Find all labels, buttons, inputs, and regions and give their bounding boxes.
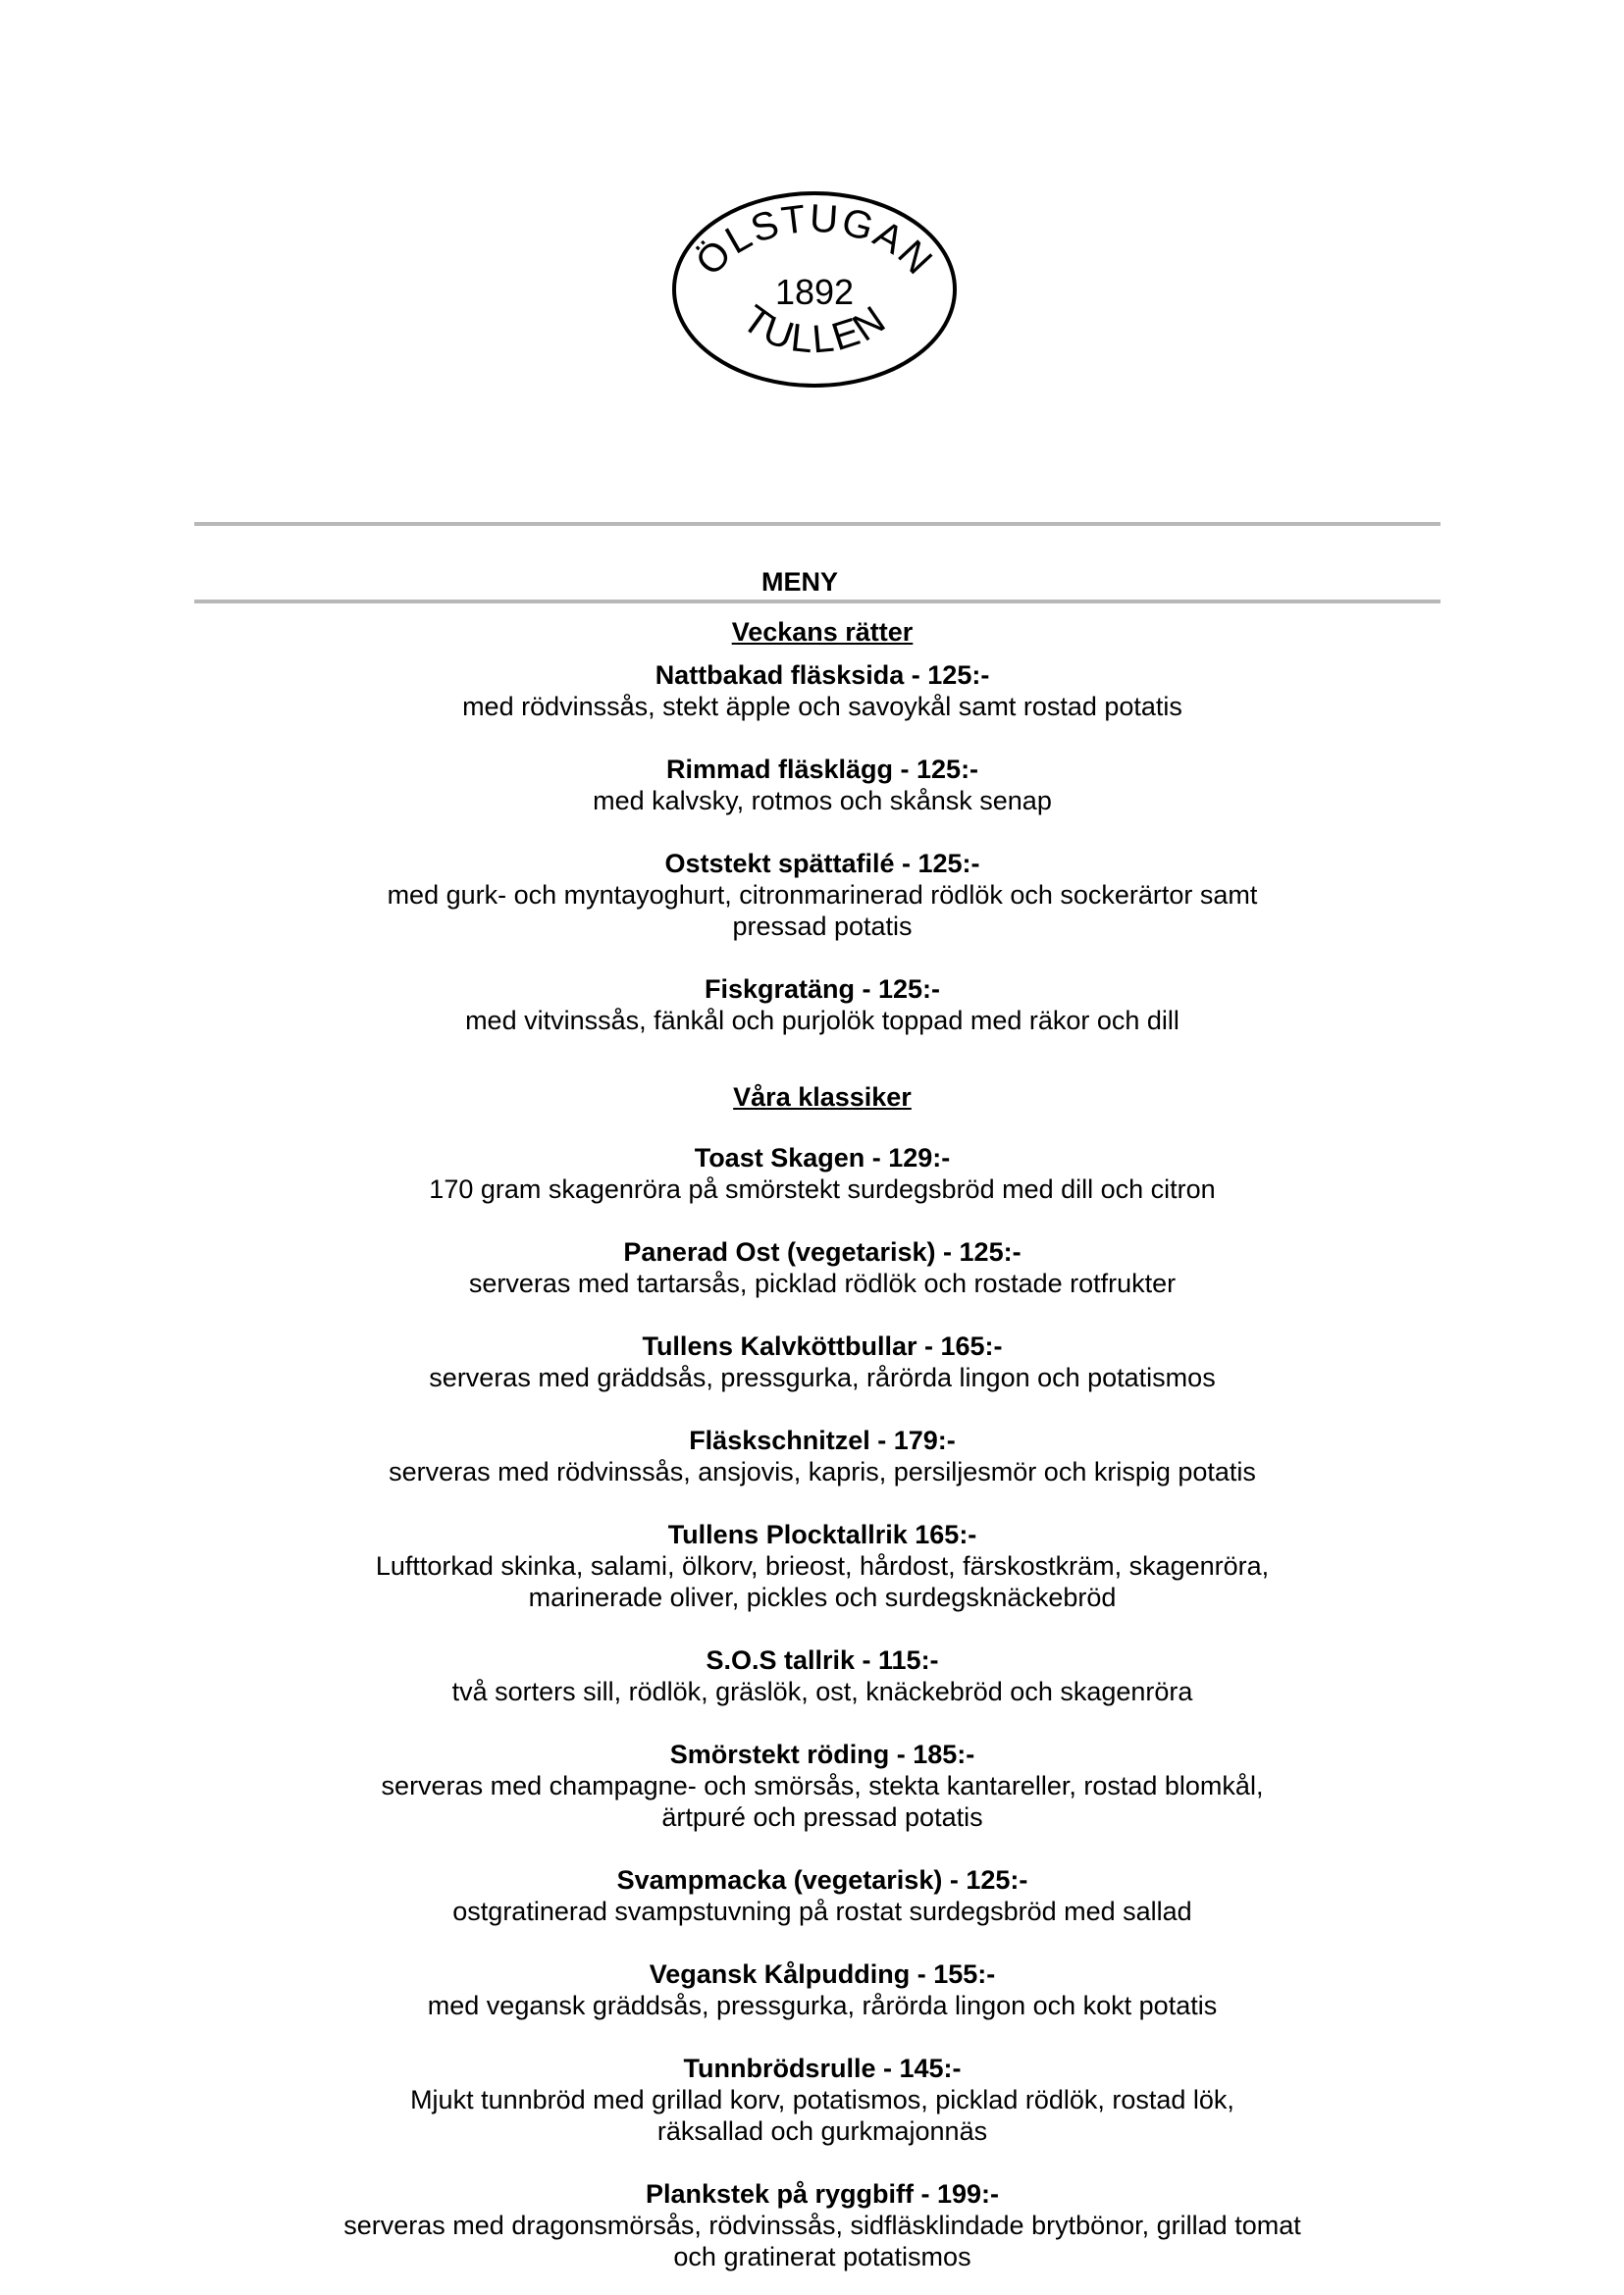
menu-item	[292, 1644, 1352, 1707]
item-name: Tunnbrödsrulle - 145:-	[683, 2054, 962, 2083]
item-description: med gurk- och myntayoghurt, citronmarinerad rödlök och sockerärtor samt pressad potatis	[387, 880, 1258, 941]
menu-item	[292, 1236, 1352, 1299]
menu-item	[292, 2178, 1352, 2272]
item-description: serveras med champagne- och smörsås, stekta kantareller, rostad blomkål, ärtpuré och pressad potatis	[381, 1771, 1264, 1832]
menu-item	[292, 1739, 1352, 1833]
menu-item	[292, 973, 1352, 1036]
item-name: Fläskschnitzel - 179:-	[689, 1426, 956, 1455]
item-name: Smörstekt röding - 185:-	[669, 1740, 975, 1769]
page-title: MENY	[760, 567, 839, 597]
menu-item	[292, 754, 1352, 816]
logo-line2: TULLEN	[734, 296, 895, 362]
restaurant-logo	[667, 182, 962, 397]
menu-item	[292, 1142, 1352, 1205]
title-divider	[194, 600, 1441, 603]
item-description: Mjukt tunnbröd med grillad korv, potatismos, picklad rödlök, rostad lök, räksallad och gurkmajonnäs	[410, 2085, 1234, 2146]
item-description: serveras med dragonsmörsås, rödvinssås, sidfläsklindade brytbönor, grillad tomat och gratinerat potatismos	[343, 2211, 1301, 2271]
item-description: serveras med gräddsås, pressgurka, rårörda lingon och potatismos	[429, 1363, 1216, 1392]
item-name: Oststekt spättafilé - 125:-	[664, 849, 980, 878]
item-description: med vegansk gräddsås, pressgurka, rårörda lingon och kokt potatis	[427, 1991, 1218, 2020]
item-description: med rödvinssås, stekt äpple och savoykål samt rostad potatis	[462, 692, 1182, 721]
section-title: Våra klassiker	[733, 1082, 912, 1112]
section-title: Veckans rätter	[731, 617, 914, 647]
menu-item	[292, 1958, 1352, 2021]
item-name: S.O.S tallrik - 115:-	[706, 1645, 939, 1675]
item-name: Rimmad fläsklägg - 125:-	[665, 755, 979, 784]
item-name: Tullens Plocktallrik 165:-	[667, 1520, 977, 1549]
item-name: Toast Skagen - 129:-	[694, 1143, 951, 1173]
item-description: med vitvinssås, fänkål och purjolök toppad med räkor och dill	[465, 1006, 1179, 1035]
menu-item	[292, 1864, 1352, 1927]
menu-item	[292, 1330, 1352, 1393]
logo-year: 1892	[774, 272, 855, 312]
menu-content	[292, 616, 1352, 2272]
item-name: Plankstek på ryggbiff - 199:-	[645, 2179, 1000, 2209]
item-name: Nattbakad fläsksida - 125:-	[655, 660, 990, 690]
item-description: Lufttorkad skinka, salami, ölkorv, brieost, hårdost, färskostkräm, skagenröra, marinerade oliver, pickles och surdegsknäckebröd	[375, 1551, 1270, 1612]
item-name: Fiskgratäng - 125:-	[704, 974, 941, 1004]
top-divider	[194, 522, 1441, 526]
item-description: serveras med tartarsås, picklad rödlök och rostade rotfrukter	[468, 1269, 1177, 1298]
menu-item	[292, 2053, 1352, 2147]
menu-item	[292, 659, 1352, 722]
item-description: två sorters sill, rödlök, gräslök, ost, knäckebröd och skagenröra	[451, 1677, 1193, 1706]
item-description: serveras med rödvinssås, ansjovis, kapris, persiljesmör och krispig potatis	[389, 1457, 1256, 1487]
item-name: Tullens Kalvköttbullar - 165:-	[642, 1331, 1003, 1361]
item-name: Panerad Ost (vegetarisk) - 125:-	[623, 1237, 1022, 1267]
menu-item	[292, 1519, 1352, 1613]
item-description: 170 gram skagenröra på smörstekt surdegsbröd med dill och citron	[429, 1174, 1216, 1204]
item-description: ostgratinerad svampstuvning på rostat surdegsbröd med sallad	[452, 1897, 1192, 1926]
item-description: med kalvsky, rotmos och skånsk senap	[593, 786, 1052, 815]
item-name: Svampmacka (vegetarisk) - 125:-	[616, 1865, 1028, 1895]
logo-line1: ÖLSTUGAN	[687, 196, 942, 285]
item-name: Vegansk Kålpudding - 155:-	[649, 1959, 996, 1989]
menu-item	[292, 1425, 1352, 1487]
menu-item	[292, 848, 1352, 942]
